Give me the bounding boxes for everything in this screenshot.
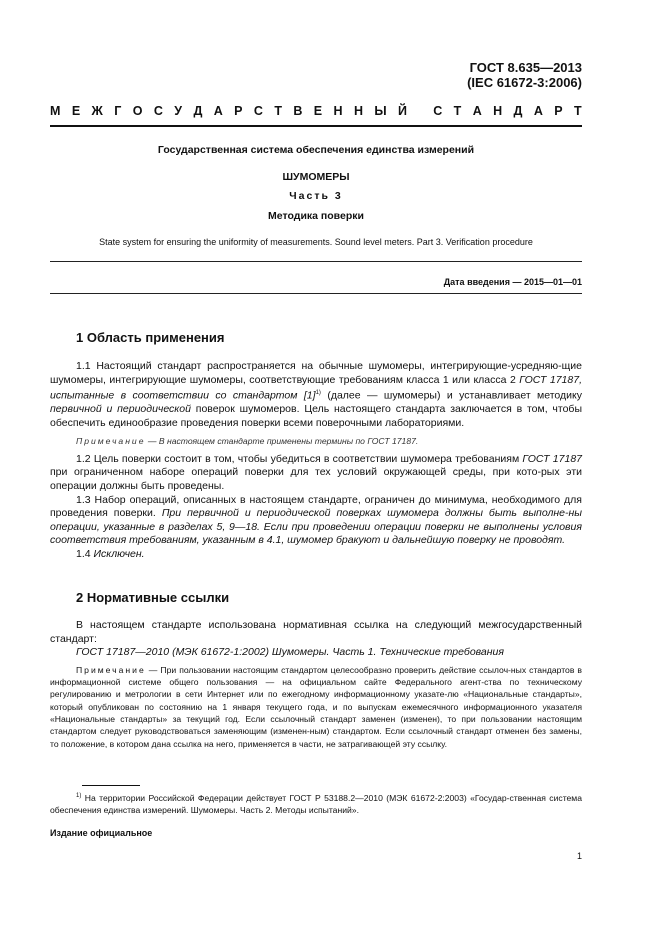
introduction-date: Дата введения — 2015—01—01 xyxy=(443,277,582,287)
italic-text: первичной и периодической xyxy=(50,403,191,416)
banner-letter: Т xyxy=(274,104,282,118)
text: 1.3 Набор операций, описанных в настоящем стандарте, ограничен до минимума, необходимого для проведения поверки. xyxy=(50,493,582,520)
section-1-heading: 1 Область применения xyxy=(76,330,225,345)
footnote xyxy=(50,790,582,817)
reference-text: ГОСТ 17187—2010 (МЭК 61672-1:2002) Шумомеры. Часть 1. Технические требования xyxy=(76,646,504,659)
paragraph-1-3 xyxy=(50,494,582,548)
banner-letter: С xyxy=(433,104,443,118)
banner-letter: Н xyxy=(353,104,363,118)
note-label: Примечание xyxy=(76,664,146,675)
italic-text: ГОСТ 17187, испытанные в соответствии со стандартом [1] xyxy=(50,373,582,402)
footnote-marker: 1) xyxy=(76,793,82,799)
subtitle: Методика поверки xyxy=(268,210,364,222)
text: при ограниченном наборе операций поверки для тех условий окружающей среды, при кото-рых эти операции должны быть проведены. xyxy=(50,466,582,492)
banner-letter: А xyxy=(533,104,543,118)
section-2-body xyxy=(50,619,582,750)
section-1-body xyxy=(50,360,582,562)
italic-text: При первичной и периодической поверках шумомера должны быть выполне-ны операции, указанные в разделах 5, 9—18. Если при проведении операции поверки не выполнены условия соответствия требованиям, указанным в 4.1, шумомер бракуют и дальнейшую поверку не проводят. xyxy=(50,507,582,547)
banner-letter: А xyxy=(213,104,223,118)
interstate-standard-banner xyxy=(50,104,582,118)
banner-letter: У xyxy=(174,104,183,118)
note-1 xyxy=(50,435,582,447)
footnote-marker: 1) xyxy=(315,390,321,397)
banner-letter: Й xyxy=(398,104,407,118)
page-number: 1 xyxy=(576,851,582,861)
note-text: — При пользовании настоящим стандартом целесообразно проверить действие ссылоч-ных стандартов в информационной системе общего пользования — на официальном сайте Федерального агент-ства по техническому регулированию и метрологии в сети Интернет или по ежегодному информационному указате-лю «Национальные стандарты», который опубликован по состоянию на 1 января текущего года, и по выпускам ежемесячного информационного указателя «Национальные стандарты» за текущий год. Если ссылочный стандарт заменен (изменен), то при пользовании настоящим стандартом следует руководствоваться заменяющим (изменен-ным) стандартом. Если ссылочный стандарт отменен без замены, то положение, в котором дана ссылка на него, применяется в части, не затрагивающей эту ссылку. xyxy=(50,664,582,749)
banner-letter: Г xyxy=(114,104,122,118)
banner-letter: С xyxy=(253,104,263,118)
iec-number: (IEC 61672-3:2006) xyxy=(467,75,582,90)
system-title: Государственная система обеспечения единства измерений xyxy=(157,144,475,156)
banner-letter: Д xyxy=(193,104,203,118)
note-text: — В настоящем стандарте применены термины по ГОСТ 17187. xyxy=(145,436,419,447)
banner-letter: Р xyxy=(554,104,563,118)
banner-letter: С xyxy=(153,104,163,118)
note-2 xyxy=(50,664,582,750)
banner-letter: А xyxy=(472,104,482,118)
banner-letter: М xyxy=(50,104,61,118)
banner-letter: Н xyxy=(333,104,343,118)
text: 1.2 Цель поверки состоит в том, чтобы убедиться в соответствии шумомера требованиям xyxy=(76,452,523,465)
italic-text: ГОСТ 17187 xyxy=(522,452,582,465)
date-rule xyxy=(50,293,582,294)
banner-letter: Е xyxy=(313,104,323,118)
paragraph-1-2 xyxy=(50,453,582,494)
part-title: Часть 3 xyxy=(289,190,343,202)
gost-number: ГОСТ 8.635—2013 xyxy=(469,60,582,75)
footnote-rule xyxy=(82,785,140,786)
normative-reference xyxy=(50,646,582,660)
paragraph-2-intro: В настоящем стандарте использована нормативная ссылка на следующий межгосударственный стандарт: xyxy=(50,619,582,645)
text: (далее — шумомеры) и устанавливает методику xyxy=(320,389,582,402)
banner-letter: Н xyxy=(493,104,503,118)
banner-letter: Д xyxy=(513,104,523,118)
header-rule xyxy=(50,125,582,127)
text: 1.4 xyxy=(76,547,94,560)
main-title: ШУМОМЕРЫ xyxy=(282,171,350,183)
text: поверок шумомеров. Цель настоящего стандарта заключается в том, чтобы обеспечить единообразие проведения поверки всеми поверочными лабораториями. xyxy=(50,403,582,429)
banner-letter: В xyxy=(293,104,303,118)
banner-letter xyxy=(418,104,421,118)
banner-letter: Р xyxy=(234,104,243,118)
official-edition: Издание официальное xyxy=(50,828,153,838)
footnote-text: На территории Российской Федерации действует ГОСТ Р 53188.2—2010 (МЭК 61672-2:2003) «Государ-ственная система обеспечения единства измерений. Шумомеры. Часть 2. Методы испытаний». xyxy=(50,792,582,816)
banner-letter: Ы xyxy=(374,104,387,118)
banner-letter: Е xyxy=(71,104,81,118)
paragraph-1-4 xyxy=(50,548,582,562)
standard-number-block xyxy=(467,60,582,90)
banner-letter: О xyxy=(132,104,143,118)
italic-text: Исключен. xyxy=(93,547,145,560)
english-title: State system for ensuring the uniformity of measurements. Sound level meters. Part 3. Verification procedure xyxy=(99,237,533,247)
paragraph-1-1 xyxy=(50,360,582,430)
banner-letter: Т xyxy=(574,104,582,118)
title-rule xyxy=(50,261,582,262)
section-2-heading: 2 Нормативные ссылки xyxy=(76,590,230,605)
banner-letter: Т xyxy=(453,104,462,118)
text: 1.1 Настоящий стандарт распространяется на обычные шумомеры, интегрирующие-усредняю-щие шумомеры, интегрирующие шумомеры, соответствующие требованиям класса 1 или класса 2 xyxy=(50,360,582,386)
banner-letter: Ж xyxy=(91,104,103,118)
note-label: Примечание xyxy=(76,436,146,447)
